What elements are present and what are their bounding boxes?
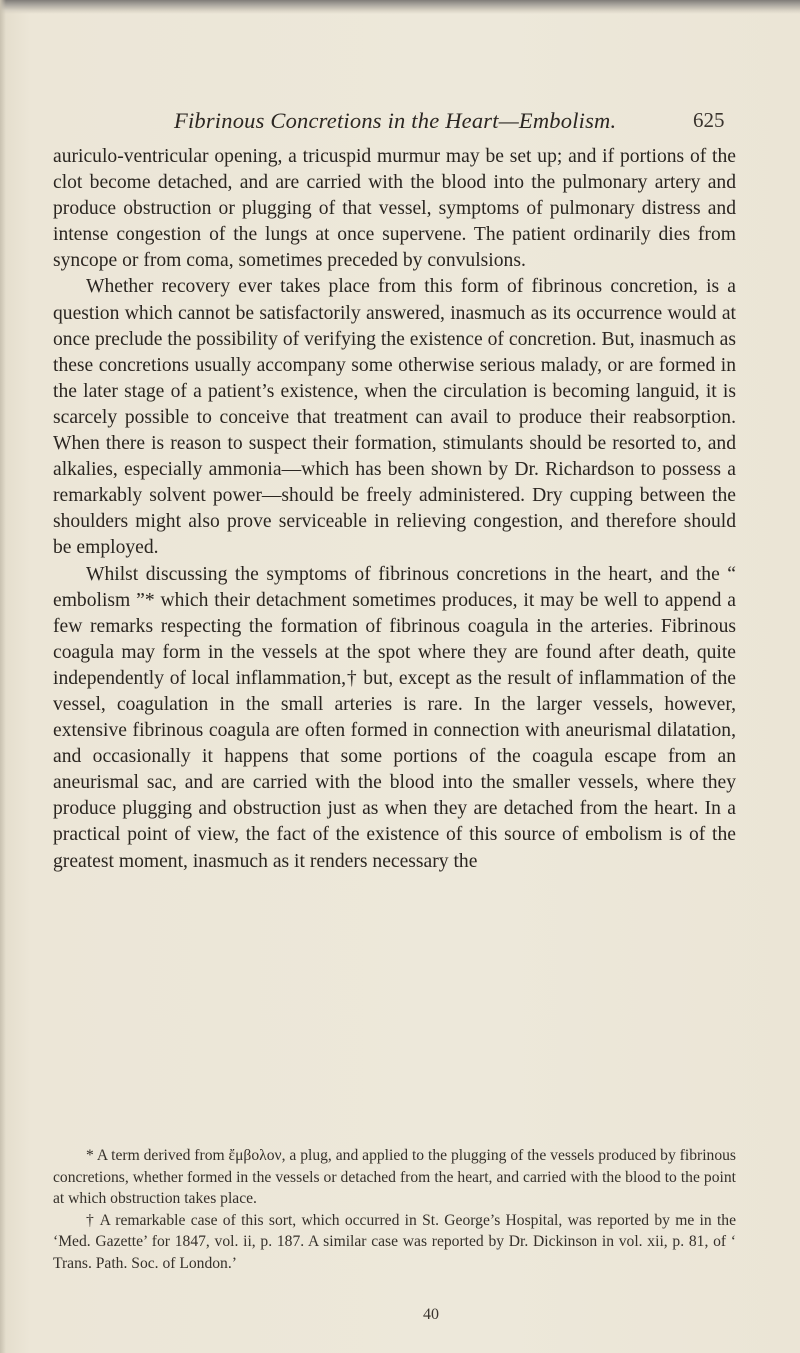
scan-left-edge bbox=[0, 0, 6, 1353]
scan-top-shadow bbox=[0, 0, 800, 14]
running-head bbox=[0, 104, 800, 134]
footnote-embolism-term: * A term derived from ἔμβολον, a plug, and applied to the plugging of the vessels produced by fibrinous concretions, whether formed in the vessels or detached from the heart, and carried with the blood to the point at which obstruction takes place. bbox=[53, 1147, 736, 1208]
paragraph-continuation: auriculo-ventricular opening, a tricuspid murmur may be set up; and if portions of the clot become detached, and are carried with the blood into the pulmonary artery and produce obstruction or plugging of that vessel, symptoms of pulmonary distress and intense congestion of the lungs at once supervene. The patient ordinarily dies from syncope or from coma, sometimes preceded by convulsions. bbox=[53, 146, 736, 272]
footnotes bbox=[53, 1145, 736, 1275]
page-number: 625 bbox=[693, 108, 725, 132]
body-text bbox=[53, 144, 736, 875]
running-head-title: Fibrinous Concretions in the Heart—Embolism. bbox=[174, 108, 617, 133]
signature-mark: 40 bbox=[423, 1306, 439, 1323]
paragraph-recovery: Whether recovery ever takes place from this form of fibrinous concretion, is a question which cannot be satisfactorily answered, inasmuch as its occurrence would at once preclude the possibility of verifying the existence of concretion. But, inasmuch as these concretions usually accompany some otherwise serious malady, or are formed in the later stage of a patient’s existence, when the circulation is becoming languid, it is scarcely possible to conceive that treatment can avail to produce their reabsorption. When there is reason to suspect their formation, stimulants should be resorted to, and alkalies, especially ammonia—which has been shown by Dr. Richardson to possess a remarkably solvent power—should be freely administered. Dry cupping between the shoulders might also prove serviceable in relieving congestion, and therefore should be employed. bbox=[53, 276, 736, 559]
footnote-case-report: † A remarkable case of this sort, which occurred in St. George’s Hospital, was reported by me in the ‘Med. Gazette’ for 1847, vol. ii, p. 187. A similar case was reported by Dr. Dickinson in vol. xii, p. 81, of ‘ Trans. Path. Soc. of London.’ bbox=[53, 1211, 736, 1272]
paragraph-embolism: Whilst discussing the symptoms of fibrinous concretions in the heart, and the “ embolism ”* which their detachment sometimes produces, it may be well to append a few remarks respecting the formation of fibrinous coagula in the arteries. Fibrinous coagula may form in the vessels at the spot where they are found after death, quite independently of local inflammation,† but, except as the result of inflammation of the vessel, coagulation in the small arteries is rare. In the larger vessels, however, extensive fibrinous coagula are often formed in connection with aneurismal dilatation, and occasionally it happens that some portions of the coagula escape from an aneurismal sac, and are carried with the blood into the smaller vessels, where they produce plugging and obstruction just as when they are detached from the heart. In a practical point of view, the fact of the existence of this source of embolism is of the greatest moment, inasmuch as it renders necessary the bbox=[53, 563, 736, 872]
